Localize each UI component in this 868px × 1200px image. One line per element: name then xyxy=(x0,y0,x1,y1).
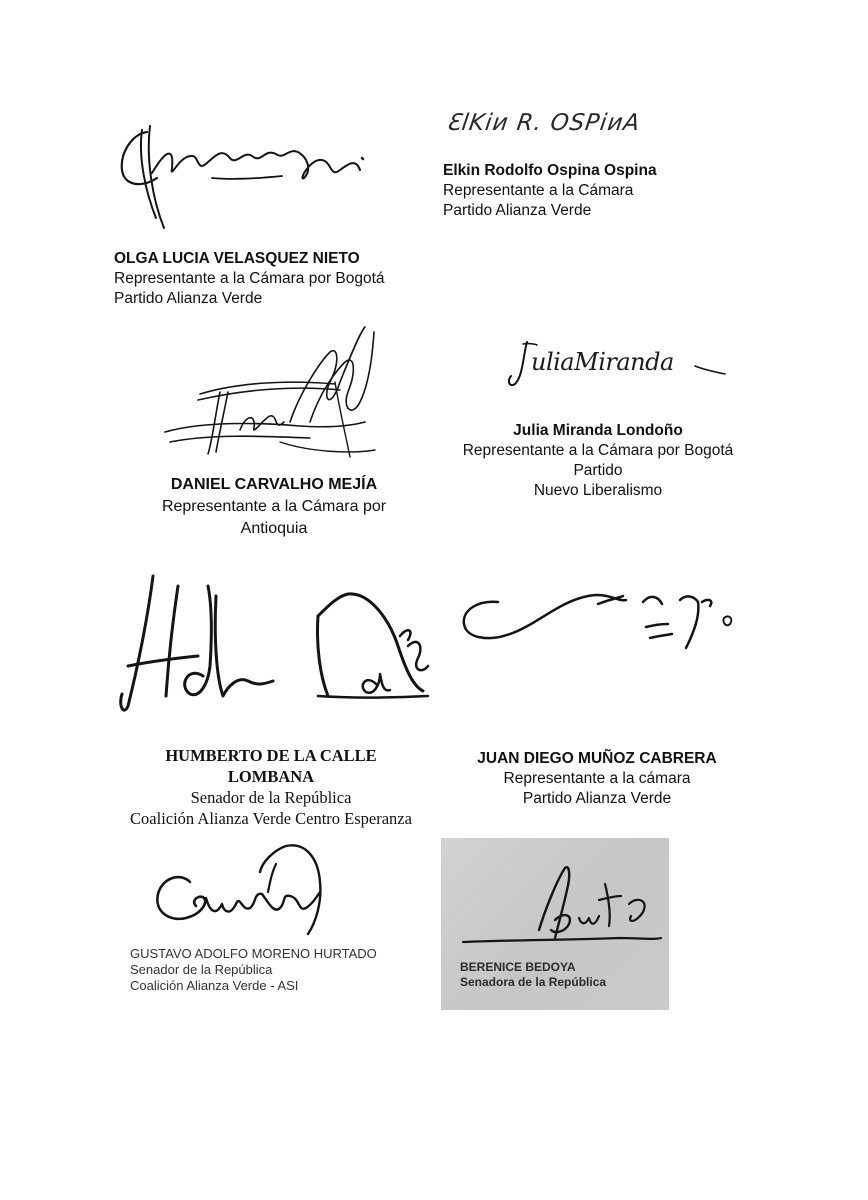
signatory-gustavo xyxy=(130,946,377,994)
signatory-role: Representante a la Cámara por Bogotá xyxy=(114,270,385,287)
signatory-name-line-2: LOMBANA xyxy=(227,767,315,786)
signatory-party: Nuevo Liberalismo xyxy=(533,482,663,499)
signatory-party: Partido Alianza Verde xyxy=(114,290,263,307)
signature-daniel-carvalho xyxy=(160,322,385,462)
signatory-name: BERENICE BEDOYA xyxy=(460,960,576,974)
signatory-olga xyxy=(114,249,385,309)
signatory-party: Partido Alianza Verde xyxy=(522,790,672,807)
signatory-julia xyxy=(450,421,746,501)
signature-elkin-ospina xyxy=(444,100,643,140)
signatory-party: Coalición Alianza Verde - ASI xyxy=(130,978,299,993)
signature-olga-velasquez xyxy=(112,118,372,233)
signature-elkin-text: ƐlKiᴎ R. OSPiᴎA xyxy=(444,110,643,136)
signature-berenice-bedoya xyxy=(459,860,664,955)
signatory-role: Senador de la República xyxy=(130,962,273,977)
signatory-party: Coalición Alianza Verde Centro Esperanza xyxy=(130,809,412,828)
signatory-role: Representante a la cámara xyxy=(503,770,691,787)
signatory-elkin xyxy=(443,161,657,221)
signatory-name: JUAN DIEGO MUÑOZ CABRERA xyxy=(477,750,717,767)
signatory-name: Julia Miranda Londoño xyxy=(513,422,683,439)
signatory-role: Senador de la República xyxy=(190,788,352,807)
signatory-name: GUSTAVO ADOLFO MORENO HURTADO xyxy=(130,946,377,961)
signatory-humberto xyxy=(121,745,421,829)
signatory-party: Partido Alianza Verde xyxy=(443,202,592,219)
signatory-role: Representante a la Cámara por Bogotá xyxy=(462,442,734,459)
signatory-name: OLGA LUCIA VELASQUEZ NIETO xyxy=(114,250,360,267)
signature-julia-text: uliaMiranda xyxy=(531,348,674,376)
signature-juan-diego-munoz xyxy=(458,572,743,657)
signature-julia-miranda xyxy=(505,336,730,396)
signatory-name: DANIEL CARVALHO MEJÍA xyxy=(170,476,378,493)
signature-humberto-delacalle xyxy=(108,566,438,716)
signatory-party-label: Partido xyxy=(573,462,623,479)
scanned-signature-berenice xyxy=(441,838,669,1010)
signatory-role: Representante a la Cámara por xyxy=(161,498,387,515)
signatory-role: Representante a la Cámara xyxy=(443,182,634,199)
signatory-region: Antioquia xyxy=(240,520,308,537)
signatory-name: Elkin Rodolfo Ospina Ospina xyxy=(443,162,657,179)
signatory-daniel xyxy=(139,474,409,540)
signatory-name-line-1: HUMBERTO DE LA CALLE xyxy=(165,746,377,765)
signatory-juan-diego xyxy=(455,749,739,809)
signature-gustavo-moreno xyxy=(150,842,335,942)
signatory-role: Senadora de la República xyxy=(460,975,607,989)
signatory-berenice xyxy=(460,960,606,990)
